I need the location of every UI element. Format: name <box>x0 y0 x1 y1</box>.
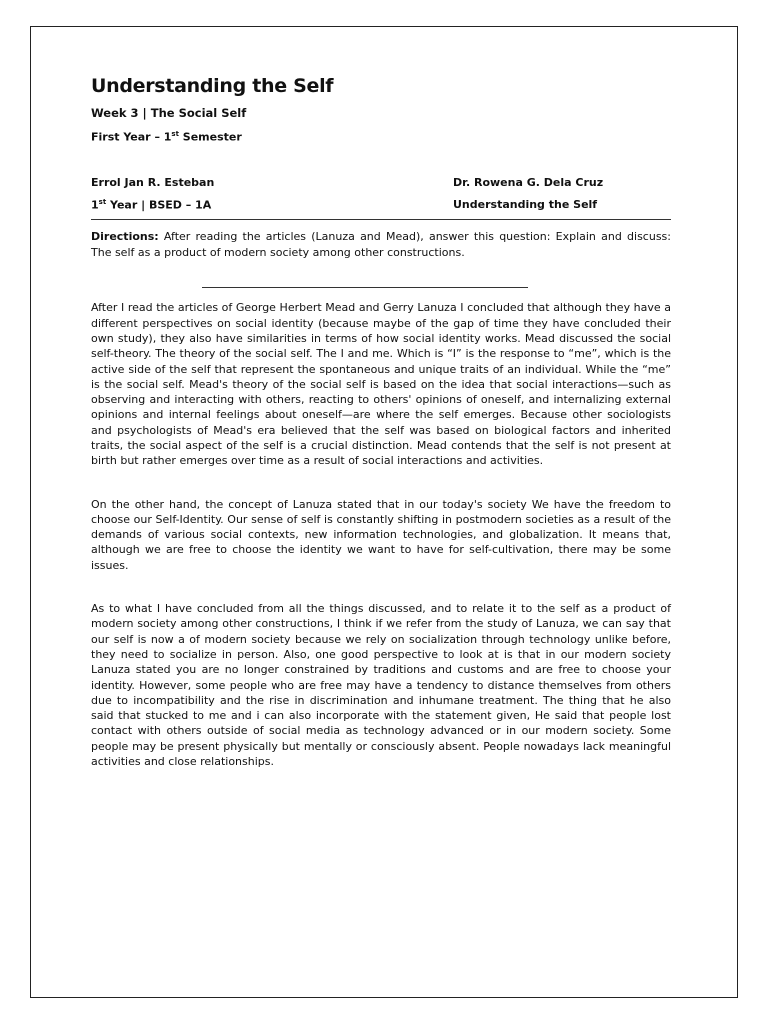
student-name: Errol Jan R. Esteban <box>91 175 215 189</box>
body-paragraph-2: On the other hand, the concept of Lanuza stated that in our today's society We have the freedom to choose our Self-Identity. Our sense of self is constantly shifting in postmodern societies as a result of the demands of various social contexts, new information technologies, and globalization. It means that, although we are free to choose the identity we want to have for self-cultivation, there may be some issues. <box>91 497 671 572</box>
course-name: Understanding the Self <box>453 197 598 211</box>
directions-label: Directions: <box>91 230 159 244</box>
directions <box>91 229 671 260</box>
semester-ordinal: st <box>171 130 179 138</box>
semester-line <box>91 130 671 144</box>
document-page <box>30 26 738 998</box>
header-divider <box>91 219 671 220</box>
document-title: Understanding the Self <box>91 75 334 97</box>
body-paragraph-3: As to what I have concluded from all the things discussed, and to relate it to the self as a product of modern society among other constructions, I think if we refer from the study of Lanuza, we can say that our self is now a of modern society because we rely on socialization through technology unlike before, they need to socialize in person. Also, one good perspective to look at is that in our modern society Lanuza stated you are no longer constrained by traditions and customs and are free to choose your identity. However, some people who are free may have a tendency to distance themselves from others due to incompatibility and the rise in discrimination and inhumane treatment. The thing that he also said that stucked to me and i can also incorporate with the statement given, He said that people lost contact with others outside of social media as technology advanced or in our modern society. Some people may be present physically but mentally or consciously absent. People nowadays lack meaningful activities and close relationships. <box>91 602 671 769</box>
semester-prefix: First Year – 1 <box>91 130 172 144</box>
student-year-prefix: 1 <box>91 198 99 212</box>
instructor-name: Dr. Rowena G. Dela Cruz <box>453 175 604 189</box>
semester-suffix: Semester <box>178 130 242 144</box>
document-content <box>91 75 671 769</box>
section-divider <box>202 287 528 288</box>
week-subtitle: Week 3 | The Social Self <box>91 106 247 120</box>
directions-text: After reading the articles (Lanuza and Mead), answer this question: Explain and discuss: The self as a product of modern society among other constructions. <box>91 230 671 259</box>
info-block <box>91 176 671 212</box>
student-year-suffix: Year | BSED – 1A <box>106 198 212 212</box>
student-year-ordinal: st <box>98 197 107 206</box>
student-year <box>91 198 453 212</box>
body-paragraph-1: After I read the articles of George Herbert Mead and Gerry Lanuza I concluded that although they have a different perspectives on social identity (because maybe of the gap of time they have concluded their own study), they also have similarities in terms of how social identity works. Mead discussed the social self-theory. The theory of the social self. The I and me. Which is “I” is the response to “me”, which is the active side of the self that represent the spontaneous and unique traits of an individual. While the “me” is the social self. Mead's theory of the social self is based on the idea that social interactions—such as observing and interacting with others, reacting to others' opinions of oneself, and internalizing external opinions and internal feelings about oneself—are where the self emerges. Because other sociologists and psychologists of Mead's era believed that the self was based on biological factors and inherited traits, the social aspect of the self is a crucial distinction. Mead contends that the self is not present at birth but rather emerges over time as a result of social interactions and activities. <box>91 301 671 468</box>
